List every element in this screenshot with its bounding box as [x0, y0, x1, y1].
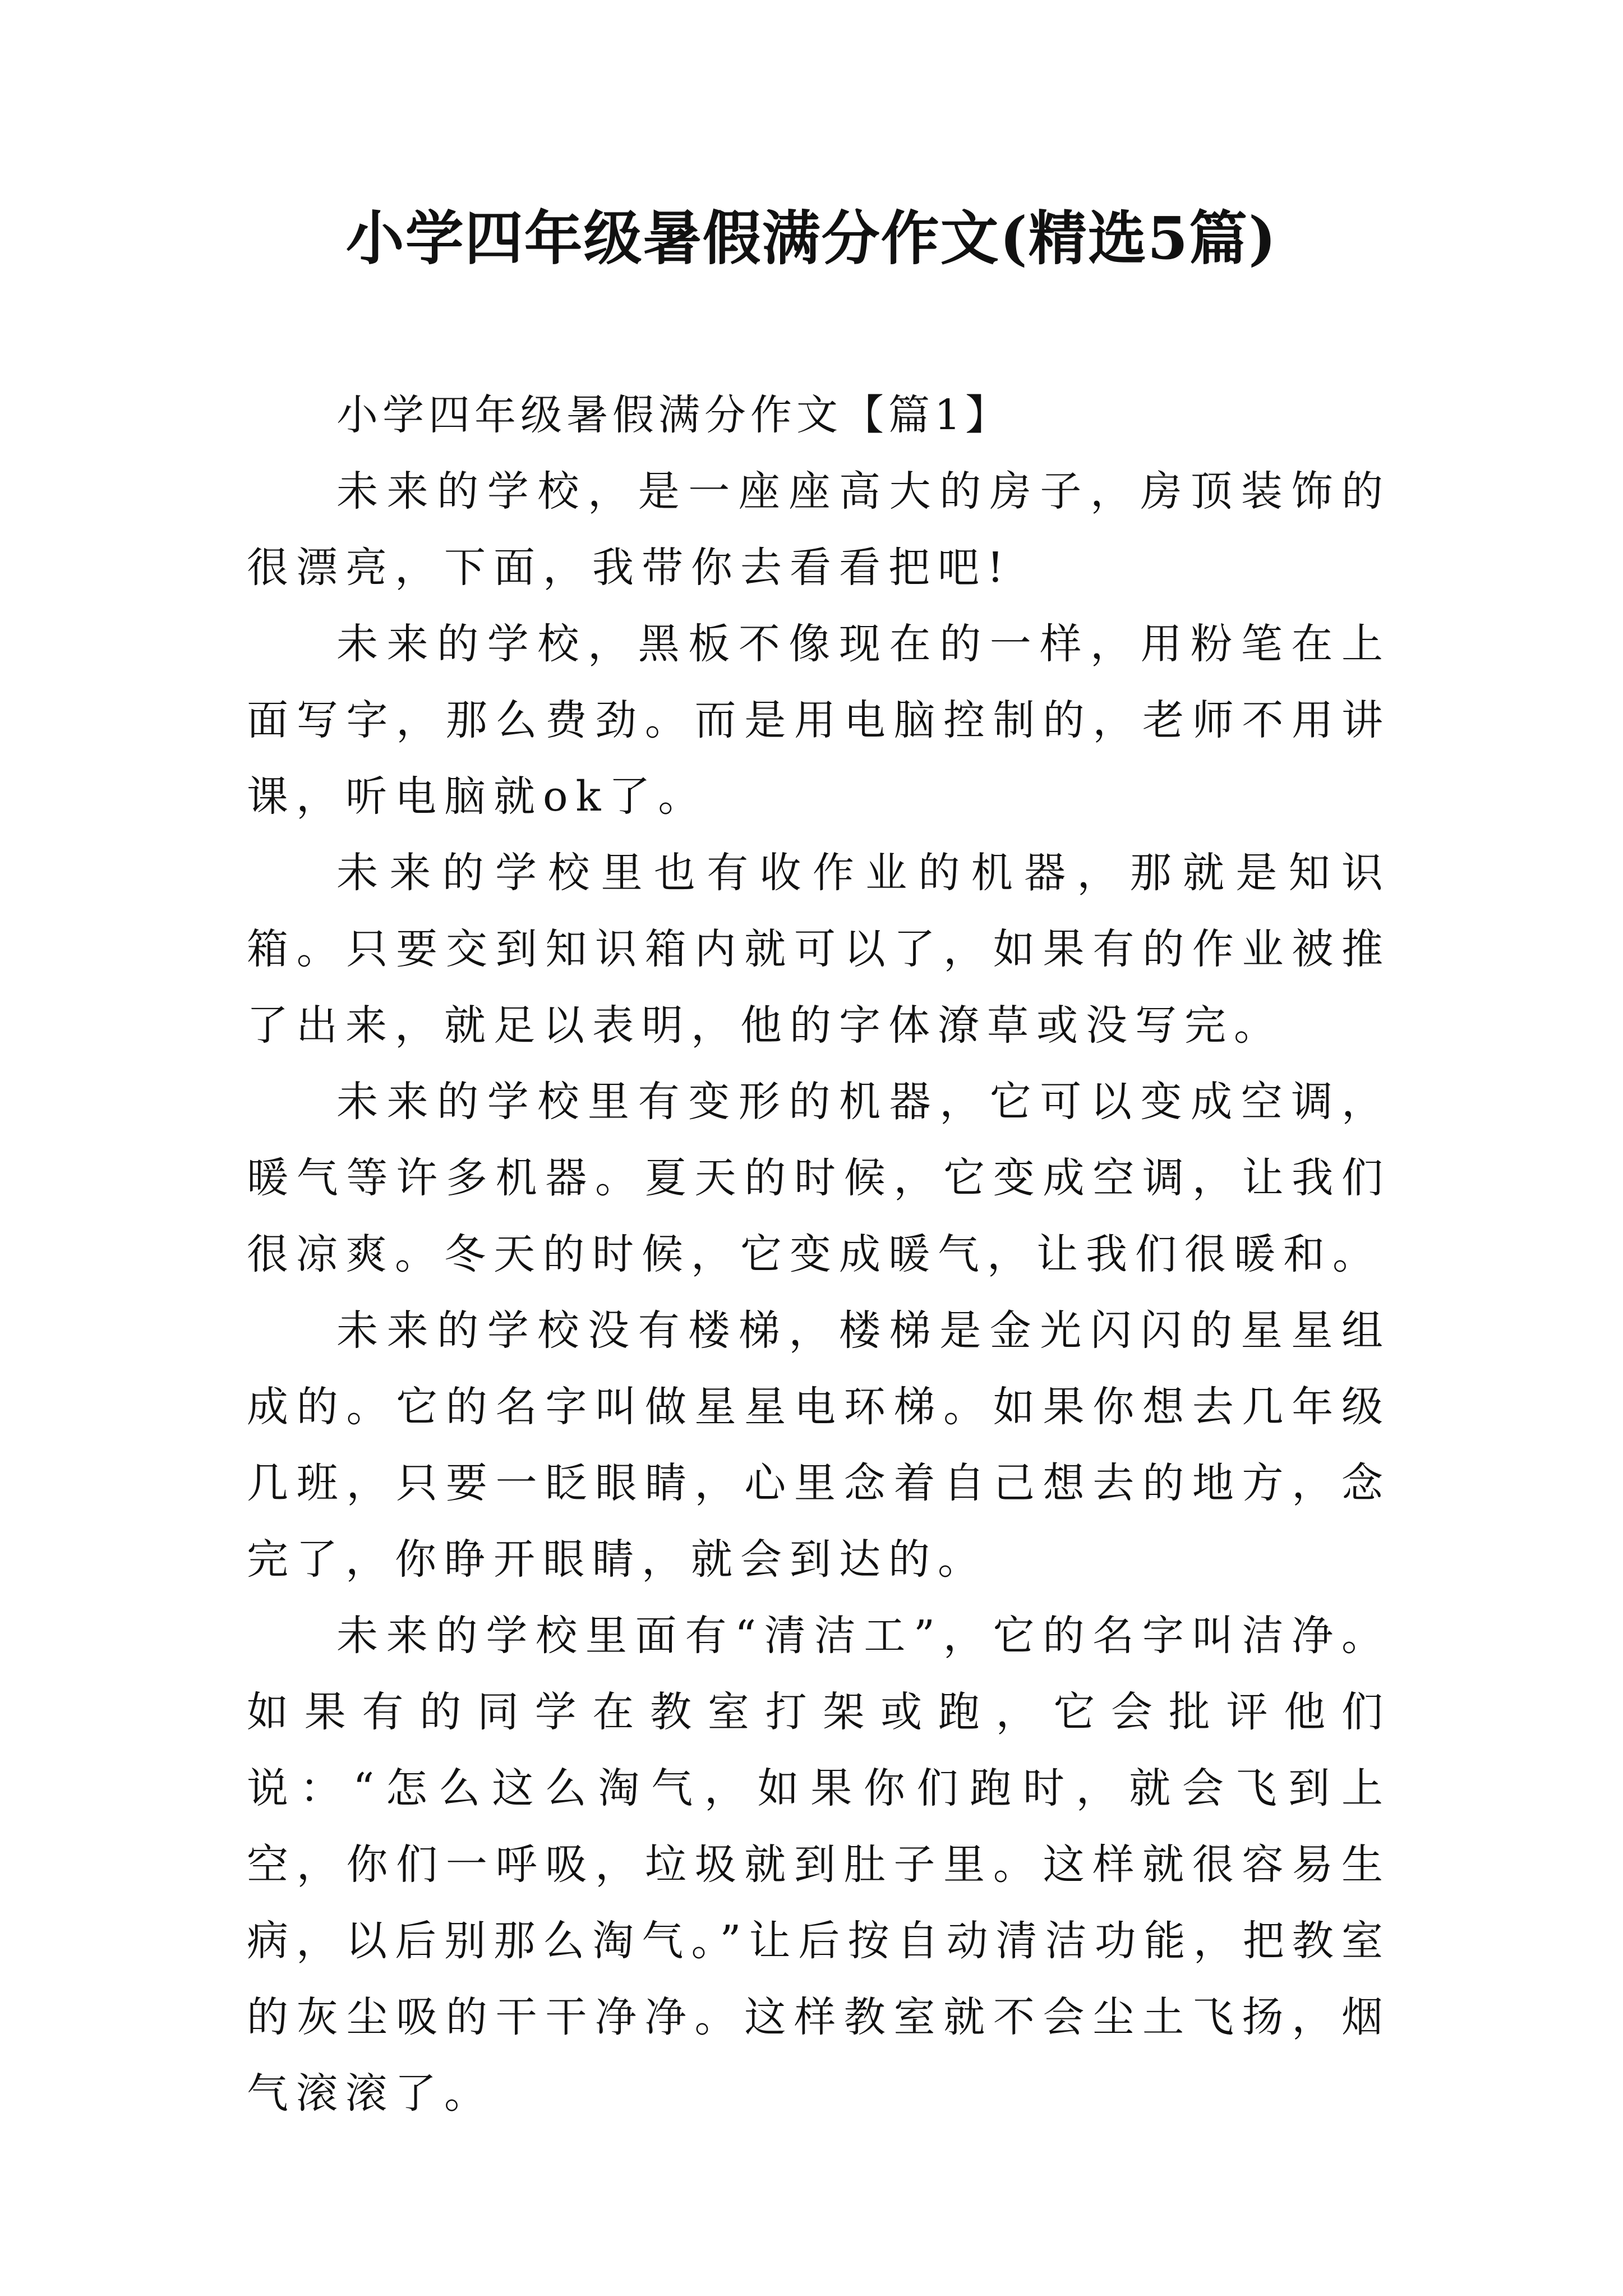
paragraph: 未来的学校，黑板不像现在的一样，用粉笔在上面写字，那么费劲。而是用电脑控制的，老师不用讲课，听电脑就ok了。 [247, 620, 1391, 821]
document-title: 小学四年级暑假满分作文(精选5篇) [345, 204, 1278, 273]
paragraph: 未来的学校里也有收作业的机器，那就是知识箱。只要交到知识箱内就可以了，如果有的作业被推了出来，就足以表明，他的字体潦草或没写完。 [247, 849, 1391, 1050]
paragraph: 未来的学校里面有“清洁工”，它的名字叫洁净。如果有的同学在教室打架或跑，它会批评他们说：“怎么这么淘气，如果你们跑时，就会飞到上空，你们一呼吸，垃圾就到肚子里。这样就很容易生病，以后别那么淘气。”让后按自动清洁功能，把教室的灰尘吸的干干净净。这样教室就不会尘土飞扬，烟气滚滚了。 [247, 1612, 1391, 2118]
paragraph: 未来的学校，是一座座高大的房子，房顶装饰的很漂亮，下面，我带你去看看把吧! [247, 467, 1391, 592]
document-body [247, 377, 1391, 2132]
paragraph: 未来的学校没有楼梯，楼梯是金光闪闪的星星组成的。它的名字叫做星星电环梯。如果你想去几年级几班，只要一眨眼睛，心里念着自己想去的地方，念完了，你睁开眼睛，就会到达的。 [247, 1306, 1391, 1584]
paragraph: 未来的学校里有变形的机器，它可以变成空调，暖气等许多机器。夏天的时候，它变成空调，让我们很凉爽。冬天的时候，它变成暖气，让我们很暖和。 [247, 1078, 1391, 1278]
section-heading: 小学四年级暑假满分作文【篇1】 [336, 391, 1012, 439]
